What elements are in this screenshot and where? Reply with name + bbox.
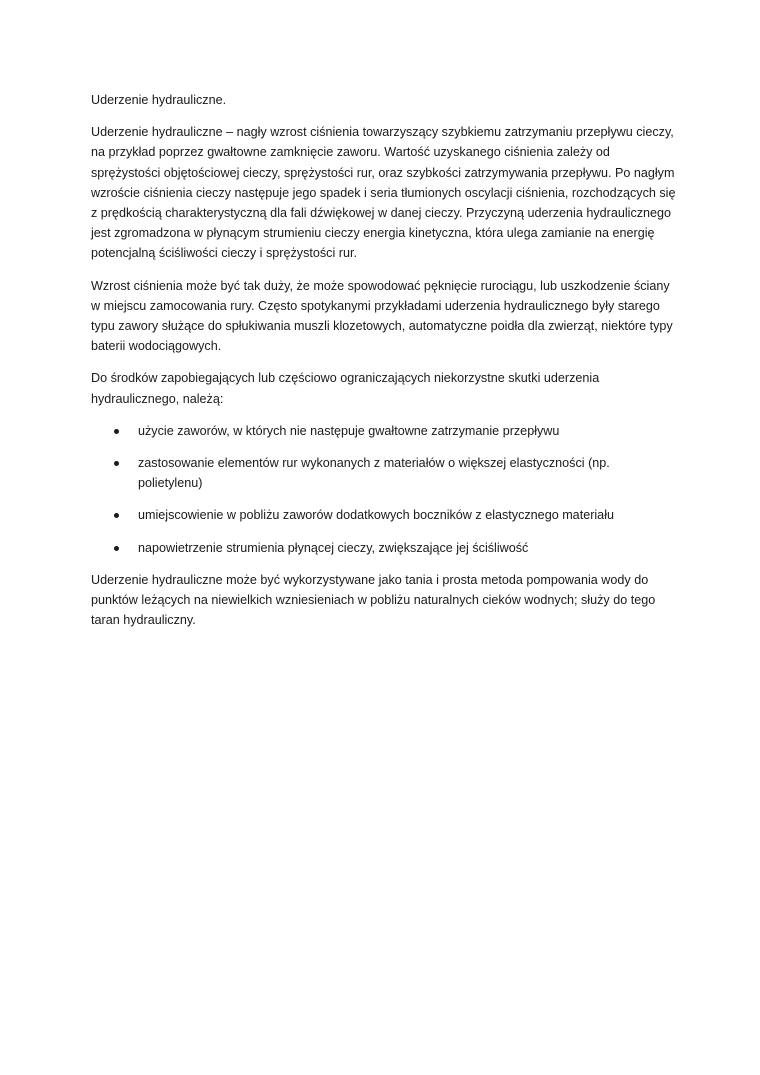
paragraph-effects: Wzrost ciśnienia może być tak duży, że może spowodować pęknięcie rurociągu, lub uszkodzenie ściany w miejscu zamocowania rury. Często spotykanymi przykładami uderzenia hydraulicznego były starego typu zawory służące do spłukiwania muszli klozetowych, automatyczne poidła dla zwierząt, niektóre typy baterii wodociągowych. bbox=[91, 278, 673, 354]
document-body bbox=[91, 90, 676, 642]
paragraph-definition: Uderzenie hydrauliczne – nagły wzrost ciśnienia towarzyszący szybkiemu zatrzymaniu przepływu cieczy, na przykład poprzez gwałtowne zamknięcie zaworu. Wartość uzyskanego ciśnienia zależy od sprężystości objętościowej cieczy, sprężystości rur, oraz szybkości zatrzymywania przepływu. Po nagłym wzroście ciśnienia cieczy następuje jego spadek i seria tłumionych oscylacji ciśnienia, rozchodzących się z prędkością charakterystyczną dla fali dźwiękowej w danej cieczy. Przyczyną uderzenia hydraulicznego jest zgromadzona w płynącym strumieniu cieczy energia kinetyczna, która ulega zamianie na energię potencjalną ściśliwości cieczy i sprężystości rur. bbox=[91, 125, 676, 261]
bullet-icon bbox=[114, 429, 119, 434]
document-title: Uderzenie hydrauliczne. bbox=[91, 93, 227, 107]
bullet-icon bbox=[114, 513, 119, 518]
list-item bbox=[91, 421, 676, 441]
list-item-text: zastosowanie elementów rur wykonanych z materiałów o większej elastyczności (np. polietylenu) bbox=[138, 456, 610, 491]
list-item-text: użycie zaworów, w których nie następuje gwałtowne zatrzymanie przepływu bbox=[138, 423, 560, 438]
list-item bbox=[91, 505, 676, 525]
prevention-list bbox=[91, 421, 676, 558]
list-item bbox=[91, 538, 676, 558]
bullet-icon bbox=[114, 461, 119, 466]
bullet-icon bbox=[114, 546, 119, 551]
list-item-text: napowietrzenie strumienia płynącej cieczy, zwiększające jej ściśliwość bbox=[138, 540, 529, 555]
list-item bbox=[91, 453, 676, 493]
list-item-text: umiejscowienie w pobliżu zaworów dodatkowych boczników z elastycznego materiału bbox=[138, 508, 614, 523]
paragraph-closing: Uderzenie hydrauliczne może być wykorzystywane jako tania i prosta metoda pompowania wody do punktów leżących na niewielkich wzniesieniach w pobliżu naturalnych cieków wodnych; służy do tego taran hydrauliczny. bbox=[91, 572, 656, 628]
paragraph-prevention-intro: Do środków zapobiegających lub częściowo ograniczających niekorzystne skutki uderzenia hydraulicznego, należą: bbox=[91, 371, 600, 406]
